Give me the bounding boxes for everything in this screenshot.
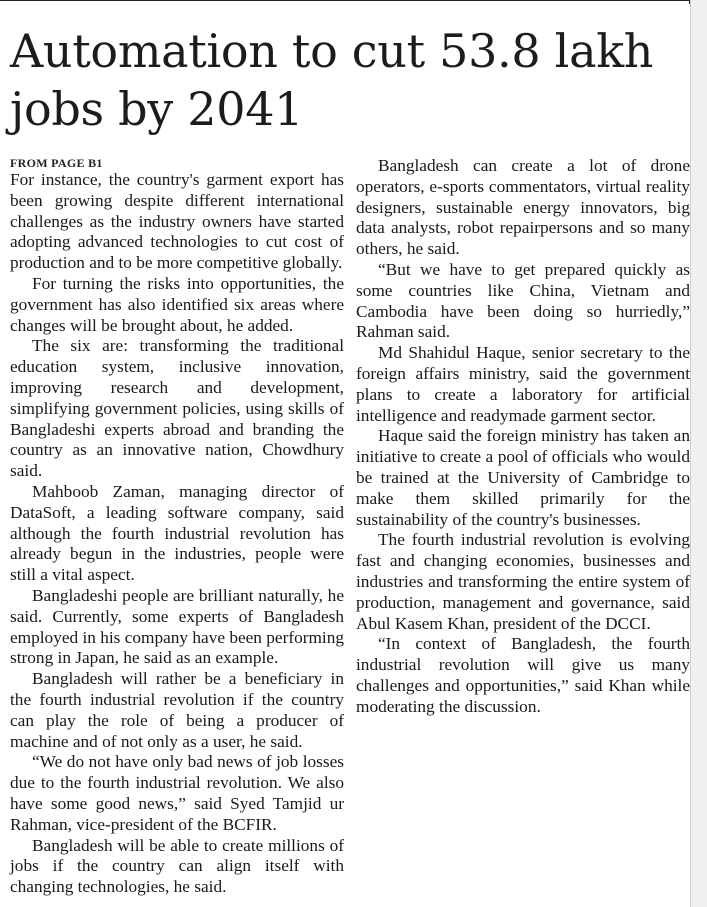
adjacent-column-edge <box>690 0 707 907</box>
headline: Automation to cut 53.8 lakh jobs by 2041 <box>10 24 654 136</box>
paragraph-9: Bangladesh can create a lot of drone operators, e-sports commentators, virtual reality designers, sustainable energy innovators, big data analysts, robot repairpersons and so many others, he said. <box>356 156 690 259</box>
paragraph-6: Bangladesh will rather be a beneficiary in the fourth industrial revolution if the country can play the role of being a producer of machine and of not only as a user, he said. <box>10 669 344 751</box>
paragraph-12: Haque said the foreign ministry has taken an initiative to create a pool of officials who would be trained at the University of Cambridge to make them skilled primarily for the sustainability of the country's businesses. <box>356 426 690 529</box>
paragraph-11: Md Shahidul Haque, senior secretary to the foreign affairs ministry, said the government plans to create a laboratory for artificial intelligence and readymade garment sector. <box>356 343 690 425</box>
paragraph-5: Bangladeshi people are brilliant naturally, he said. Currently, some experts of Bangladesh employed in his company have been performing strong in Japan, he said as an example. <box>10 585 345 668</box>
paragraph-4: Mahboob Zaman, managing director of DataSoft, a leading software company, said although the fourth industrial revolution has already begun in the industries, people were still a vital aspect. <box>10 481 344 585</box>
paragraph-10: “But we have to get prepared quickly as some countries like China, Vietnam and Cambodia have been doing so hurriedly,” Rahman said. <box>356 259 690 342</box>
continued-from-label: FROM PAGE B1 <box>10 156 103 170</box>
paragraph-7: “We do not have only bad news of job losses due to the fourth industrial revolution. We also have some good news,” said Syed Tamjid ur Rahman, vice-president of the BCFIR. <box>10 752 344 834</box>
paragraph-8: Bangladesh will be able to create millions of jobs if the country can align itself with changing technologies, he said. <box>10 835 344 897</box>
paragraph-2: For turning the risks into opportunities, the government has also identified six areas where changes will be brought about, he added. <box>10 273 344 335</box>
paragraph-13: The fourth industrial revolution is evolving fast and changing economies, businesses and industries and transforming the entire system of production, management and governance, said Abul Kasem Khan, president of the DCCI. <box>356 530 690 633</box>
top-border-rule <box>0 0 690 4</box>
paragraph-14: “In context of Bangladesh, the fourth industrial revolution will give us many challenges and opportunities,” said Khan while moderating the discussion. <box>356 634 690 716</box>
paragraph-3: The six are: transforming the traditional education system, inclusive innovation, improving research and development, simplifying government policies, using skills of Bangladeshi experts abroad and branding the country as an innovative nation, Chowdhury said. <box>10 336 344 481</box>
article-body <box>10 156 690 906</box>
paragraph-1: For instance, the country's garment export has been growing despite different international challenges as the industry owners have started adopting advanced technologies to cut cost of production and to be more competitive globally. <box>10 170 344 273</box>
